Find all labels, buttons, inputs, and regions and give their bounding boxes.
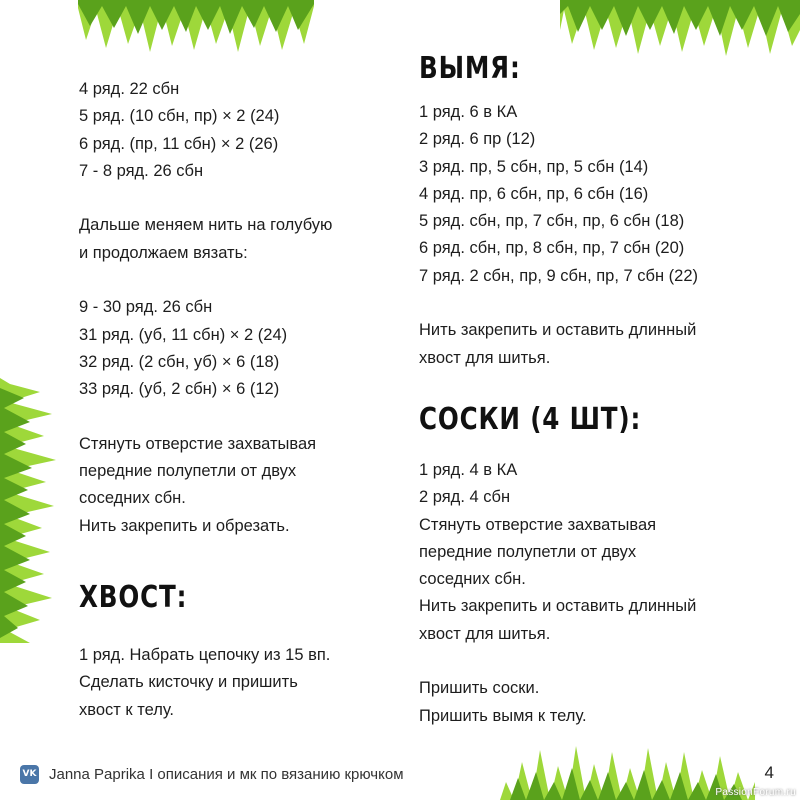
nipples-instructions	[419, 457, 769, 730]
grass-illustration	[0, 378, 58, 643]
text-line: 4 ряд. 22 сбн	[79, 80, 180, 98]
watermark: PassionForum.ru	[715, 787, 796, 798]
text-line: Нить закрепить и оставить длинный	[419, 321, 697, 340]
grass-decoration-left	[0, 378, 58, 643]
vk-icon[interactable]: VK	[20, 765, 39, 784]
text-line	[79, 185, 399, 212]
page-footer	[20, 763, 780, 785]
grass-decoration-top-right	[560, 0, 800, 56]
text-line: 7 - 8 ряд. 26 сбн	[79, 161, 204, 180]
text-line: 1 ряд. 4 в КА	[419, 461, 518, 479]
text-line: Пришить соски.	[419, 679, 540, 698]
text-line: Нить закрепить и обрезать.	[79, 516, 290, 535]
grass-decoration-top-left	[78, 0, 314, 52]
text-line: 33 ряд. (уб, 2 сбн) × 6 (12)	[79, 380, 280, 399]
text-line: 1 ряд. Набрать цепочку из 15 вп.	[79, 646, 331, 664]
text-line: 6 ряд. (пр, 11 сбн) × 2 (26)	[79, 134, 279, 153]
text-line: соседних сбн.	[79, 489, 186, 508]
text-line: 32 ряд. (2 сбн, уб) × 6 (18)	[79, 352, 280, 371]
section-heading-nipples: СОСКИ (4 ШТ):	[419, 402, 642, 437]
text-line: 5 ряд. сбн, пр, 7 сбн, пр, 6 сбн (18)	[419, 212, 685, 231]
text-line: 4 ряд. пр, 6 сбн, пр, 6 сбн (16)	[419, 184, 649, 203]
grass-illustration	[78, 0, 314, 52]
text-line: 1 ряд. 6 в КА	[419, 103, 518, 121]
text-line	[419, 648, 769, 675]
page-number: 4	[764, 763, 774, 782]
text-line: 2 ряд. 6 пр (12)	[419, 130, 536, 149]
text-line: передние полупетли от двух	[419, 542, 637, 561]
text-line: Пришить вымя к телу.	[419, 706, 587, 725]
text-line: хвост к телу.	[79, 700, 175, 719]
text-line: Нить закрепить и оставить длинный	[419, 597, 697, 616]
grass-illustration	[560, 0, 800, 56]
text-line: хвост для шитья.	[419, 624, 551, 643]
text-line: хвост для шитья.	[419, 348, 551, 367]
text-line	[419, 290, 769, 317]
text-line: 7 ряд. 2 сбн, пр, 9 сбн, пр, 7 сбн (22)	[419, 266, 699, 285]
text-line: 31 ряд. (уб, 11 сбн) × 2 (24)	[79, 325, 288, 344]
section-heading-tail: ХВОСТ:	[79, 580, 188, 615]
text-line: Дальше меняем нить на голубую	[79, 216, 333, 235]
text-line	[79, 404, 399, 431]
text-line: Стянуть отверстие захватывая	[79, 434, 317, 453]
text-line: 9 - 30 ряд. 26 сбн	[79, 298, 213, 317]
text-line: 3 ряд. пр, 5 сбн, пр, 5 сбн (14)	[419, 157, 649, 176]
udder-instructions	[419, 99, 769, 372]
footer-author-text: Janna Paprika I описания и мк по вязанию крючком	[49, 765, 404, 783]
text-line: Стянуть отверстие захватывая	[419, 515, 657, 534]
text-line: 2 ряд. 4 сбн	[419, 488, 511, 507]
text-line: передние полупетли от двух	[79, 462, 297, 481]
text-line: и продолжаем вязать:	[79, 243, 248, 262]
text-line: 6 ряд. сбн, пр, 8 сбн, пр, 7 сбн (20)	[419, 239, 685, 258]
text-line: Сделать кисточку и пришить	[79, 673, 298, 692]
tail-instructions	[79, 642, 399, 724]
left-column-instructions	[79, 76, 399, 540]
text-line: соседних сбн.	[419, 570, 526, 589]
text-line	[79, 267, 399, 294]
section-heading-udder: ВЫМЯ:	[419, 51, 521, 86]
text-line: 5 ряд. (10 сбн, пр) × 2 (24)	[79, 107, 280, 126]
